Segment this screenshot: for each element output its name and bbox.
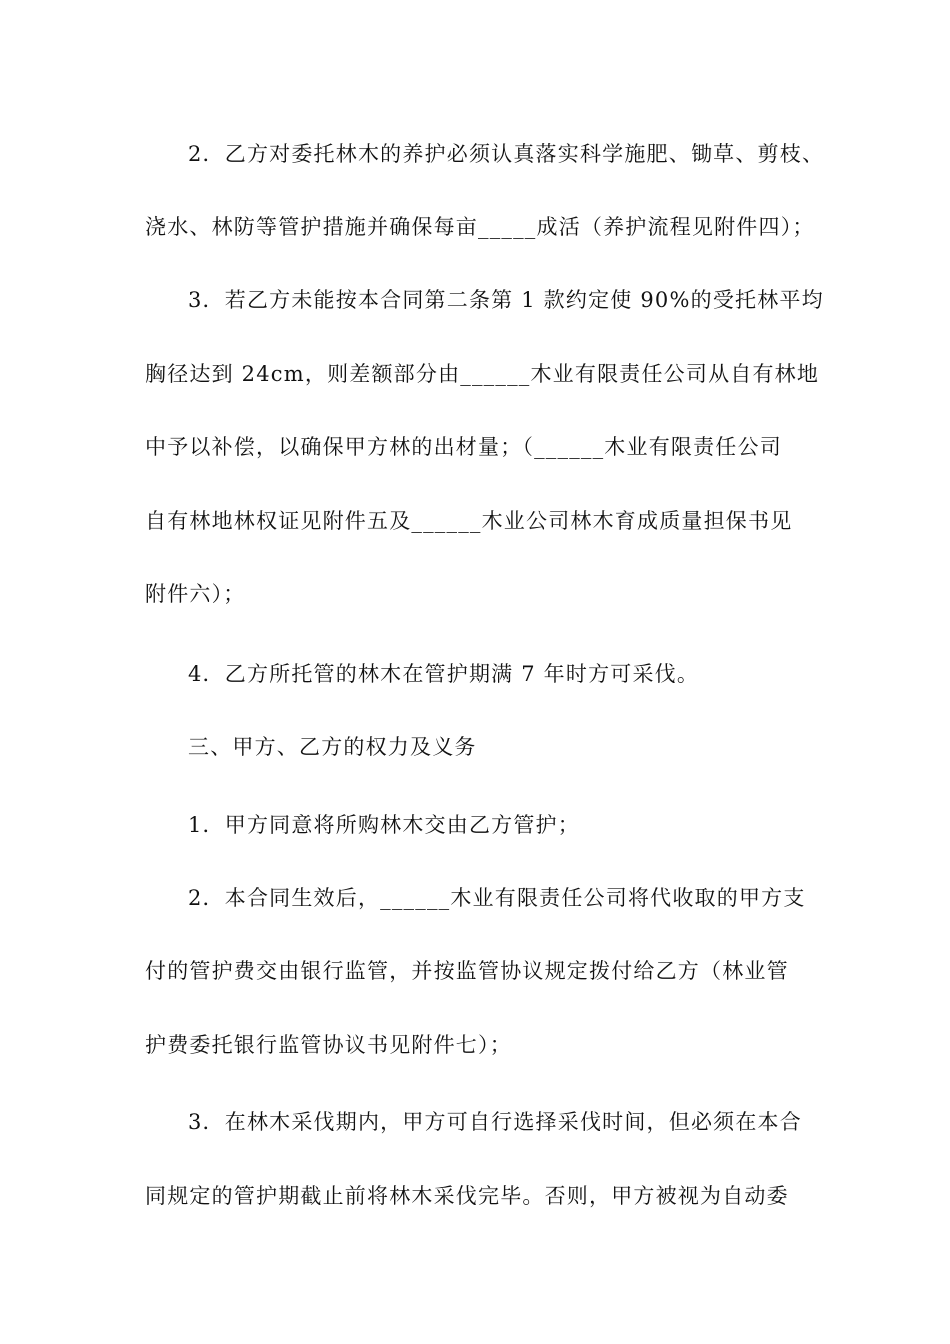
paragraph-line: 护费委托银行监管协议书见附件七）； [145, 1033, 512, 1057]
paragraph-line: 3．若乙方未能按本合同第二条第 1 款约定使 90%的受托林平均 [188, 288, 824, 312]
paragraph-line: 自有林地林权证见附件五及______木业公司林木育成质量担保书见 [145, 509, 793, 533]
paragraph-line: 3．在林木采伐期内，甲方可自行选择采伐时间，但必须在本合 [188, 1110, 802, 1134]
paragraph-line: 4．乙方所托管的林木在管护期满 7 年时方可采伐。 [188, 662, 700, 686]
section-heading: 三、甲方、乙方的权力及义务 [188, 735, 477, 759]
paragraph-line: 同规定的管护期截止前将林木采伐完毕。否则，甲方被视为自动委 [145, 1184, 789, 1208]
paragraph-line: 2．本合同生效后，______木业有限责任公司将代收取的甲方支 [188, 886, 806, 910]
paragraph-line: 1．甲方同意将所购林木交由乙方管护； [188, 813, 580, 837]
paragraph-line: 中予以补偿，以确保甲方林的出材量；（______木业有限责任公司 [145, 435, 782, 459]
paragraph-line: 2．乙方对委托林木的养护必须认真落实科学施肥、锄草、剪枝、 [188, 142, 825, 166]
paragraph-line: 付的管护费交由银行监管，并按监管协议规定拨付给乙方（林业管 [145, 959, 789, 983]
paragraph-line: 胸径达到 24cm，则差额部分由______木业有限责任公司从自有林地 [145, 362, 820, 386]
paragraph-line: 浇水、林防等管护措施并确保每亩_____成活（养护流程见附件四）； [145, 215, 815, 239]
paragraph-line: 附件六）； [145, 582, 246, 606]
